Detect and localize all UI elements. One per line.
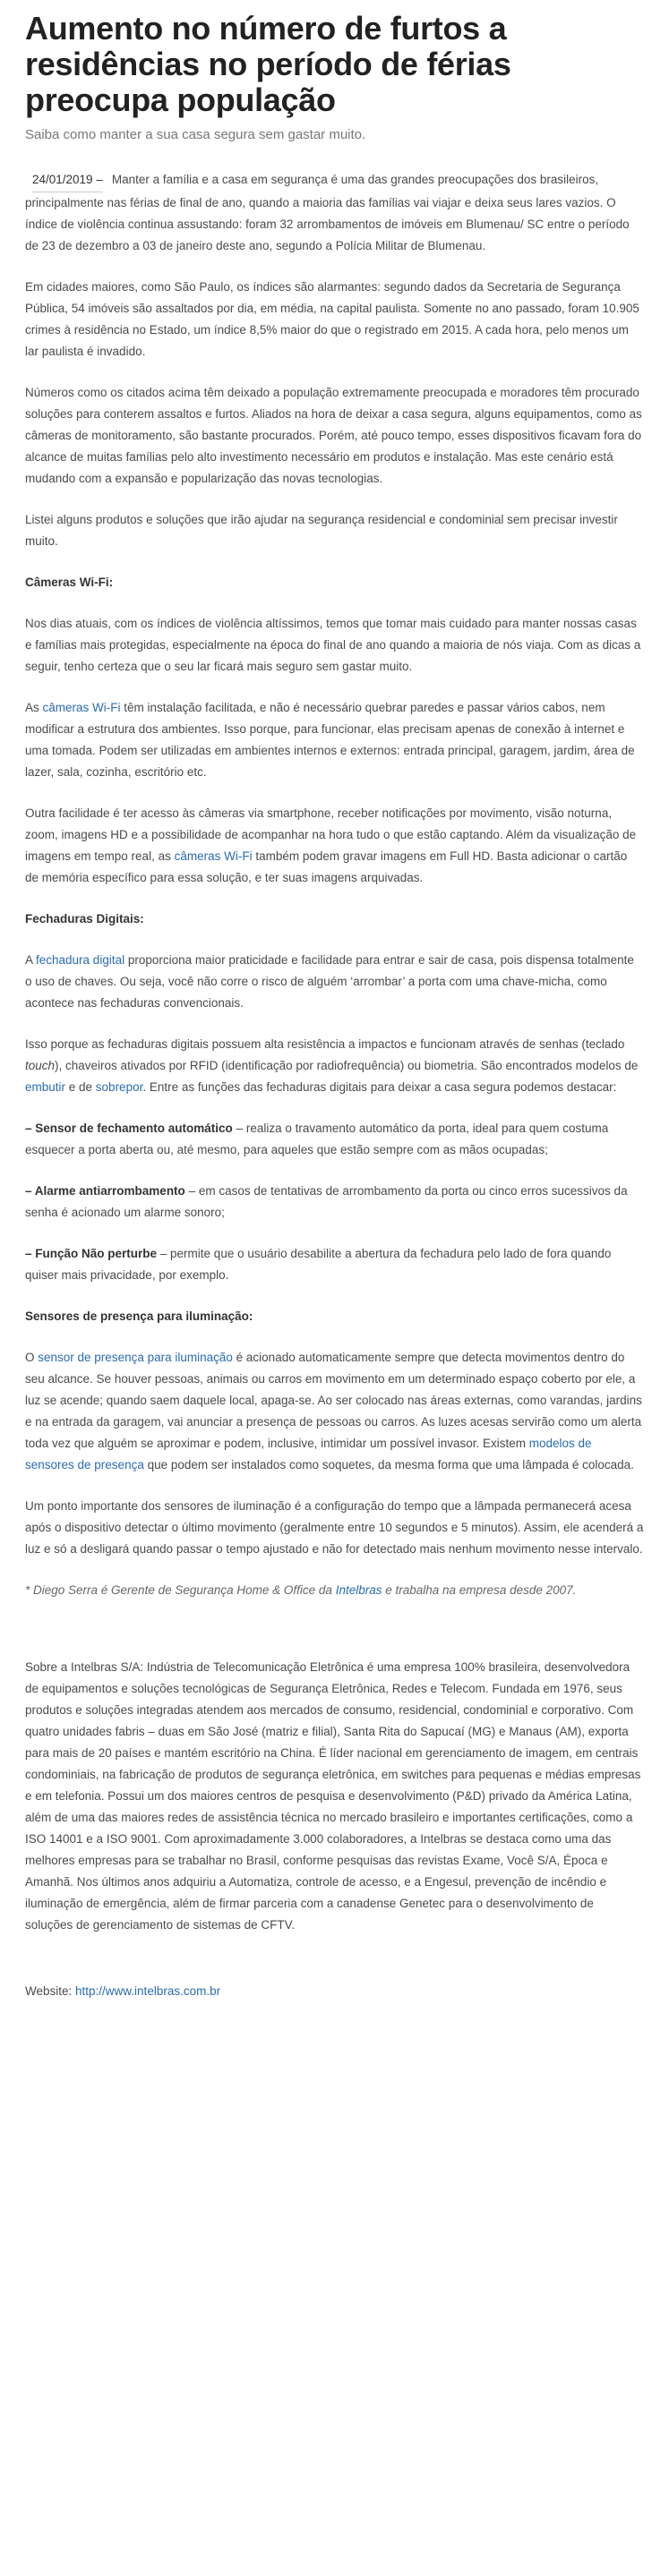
paragraph-sensores-2: Um ponto importante dos sensores de iluminação é a configuração do tempo que a lâmpada permanecerá acesa após o dispositivo detectar o último movimento (geralmente entre 10 segundos e 5 minutos). Assim, ele acenderá a luz e só a desligará quando passar o tempo ajustado e não for detectado mais nenhum movimento nesse intervalo. — [25, 1499, 644, 1556]
bullet-title: – Sensor de fechamento automático — [25, 1122, 233, 1135]
link-intelbras[interactable]: Intelbras — [335, 1583, 382, 1597]
publish-date: 24/01/2019 – — [32, 169, 103, 192]
link-sobrepor[interactable]: sobrepor — [95, 1080, 143, 1094]
text-span: também podem gravar imagens em Full HD. Basta adicionar o cartão de memória específico para essa solução, e ter suas imagens arquivadas. — [25, 849, 628, 884]
bullet-text: – permite que o usuário desabilite a abertura da fechadura pelo lado de fora quando quiser mais privacidade, por exemplo. — [25, 1247, 612, 1282]
link-embutir[interactable]: embutir — [25, 1080, 66, 1094]
section-heading-sensores: Sensores de presença para iluminação: — [25, 1309, 253, 1323]
text-span: proporciona maior praticidade e facilidade para entrar e sair de casa, pois dispensa totalmente o uso de chaves. Ou seja, você não corre o risco de alguém ‘arrombar’ a porta com uma chave-micha, como acontece nas fechaduras convencionais. — [25, 953, 634, 1010]
paragraph-numbers: Números como os citados acima têm deixado a população extremamente preocupada e moradores têm procurado soluções para conterem assaltos e furtos. Aliados na hora de deixar a casa segura, alguns equipamentos, como as câmeras de monitoramento, são bastante procurados. Porém, até pouco tempo, esses dispositivos ficavam fora do alcance de muitas famílias pelo alto investimento necessário em produtos e instalação. Mas este cenário está mudando com a expansão e popularização das novas tecnologias. — [25, 386, 642, 485]
link-fechadura-digital[interactable]: fechadura digital — [36, 953, 125, 967]
paragraph-cameras-1: Nos dias atuais, com os índices de violência altíssimos, temos que tomar mais cuidado para manter nossas casas e famílias mais protegidas, especialmente na época do final de ano quando a maioria de nós viaja. Com as dicas a seguir, tenho certeza que o seu lar ficará mais seguro sem gastar muito. — [25, 617, 641, 673]
text-span: * Diego Serra é Gerente de Segurança Home & Office da — [25, 1583, 336, 1597]
text-emphasis: touch — [25, 1059, 56, 1072]
link-cameras-wifi-2[interactable]: câmeras Wi-Fi — [174, 849, 253, 863]
bullet-title: – Função Não perturbe — [25, 1247, 158, 1260]
bullet-sensor-fechamento — [25, 1118, 644, 1161]
paragraph-sensores-1 — [25, 1347, 644, 1476]
paragraph-cameras-3 — [25, 803, 644, 889]
link-cameras-wifi[interactable]: câmeras Wi-Fi — [42, 701, 121, 714]
paragraph-fechaduras-2 — [25, 1034, 644, 1098]
website-label: Website: — [25, 1984, 76, 1998]
paragraph-about-intelbras: Sobre a Intelbras S/A: Indústria de Telecomunicação Eletrônica é uma empresa 100% brasileira, desenvolvedora de equipamentos e soluções tecnológicas de Segurança Eletrônica, Redes e Telecom. Fundada em 1976, seus produtos e soluções integradas atendem aos mercados de consumo, residencial, condominial e corporativo. Com quatro unidades fabris – duas em São José (matriz e filial), Santa Rita do Sapucaí (MG) e Manaus (AM), exporta para mais de 20 países e mantém escritório na China. É líder nacional em gerenciamento de imagem, em centrais condominiais, na fabricação de produtos de segurança eletrônica, em switches para pequenas e médias empresas e em telefonia. Possui um dos maiores centros de pesquisa e desenvolvimento (P&D) privado da América Latina, além de uma das maiores redes de assistência técnica no mercado brasileiro e importantes certificações, como a ISO 14001 e a ISO 9001. Com aproximadamente 3.000 colaboradores, a Intelbras se destaca como uma das melhores empresas para se trabalhar no Brasil, conforme pesquisas das revistas Exame, Você S/A, Época e Amanhã. Nos últimos anos adquiriu a Automatiza, controle de acesso, e a Engesul, prevenção de incêndio e iluminação de emergência, além de firmar parceria com a canadense Genetec para o desenvolvimento de soluções de gerenciamento de sistemas de CFTV. — [25, 1660, 641, 1932]
text-span: O — [25, 1351, 39, 1364]
spacer — [25, 1621, 644, 1657]
text-span: As — [25, 701, 43, 714]
article-subtitle: Saiba como manter a sua casa segura sem gastar muito. — [25, 127, 366, 142]
text-span: ), chaveiros ativados por RFID (identificação por radiofrequência) ou biometria. São encontrados modelos de — [55, 1059, 639, 1072]
spacer — [25, 1956, 644, 1981]
section-heading-cameras: Câmeras Wi-Fi: — [25, 576, 114, 589]
paragraph-list-intro: Listei alguns produtos e soluções que irão ajudar na segurança residencial e condominial sem precisar investir muito. — [25, 513, 618, 548]
bullet-text: – realiza o travamento automático da porta, ideal para quem costuma esquecer a porta aberta ou, até mesmo, para aqueles que estão sempre com as mãos ocupadas; — [25, 1122, 609, 1156]
text-span: e de — [65, 1080, 96, 1094]
bullet-title: – Alarme antiarrombamento — [25, 1184, 185, 1198]
bullet-text: – em casos de tentativas de arrombamento da porta ou cinco erros sucessivos da senha é acionado um alarme sonoro; — [25, 1184, 628, 1219]
text-span: . Entre as funções das fechaduras digitais para deixar a casa segura podemos destacar: — [142, 1080, 617, 1094]
paragraph-sao-paulo: Em cidades maiores, como São Paulo, os índices são alarmantes: segundo dados da Secretaria de Segurança Pública, 54 imóveis são assaltados por dia, em média, na capital paulista. Somente no ano passado, foram 10.905 crimes à residência no Estado, um índice 8,5% maior do que o registrado em 2015. A cada hora, pelo menos um lar paulista é invadido. — [25, 280, 639, 358]
paragraph-intro-text: Manter a família e a casa em segurança é uma das grandes preocupações dos brasileiros, principalmente nas férias de final de ano, quando a maioria das famílias vai viajar e deixa seus lares vazios. O índice de violência continua assustando: foram 32 arrombamentos de imóveis em Blumenau/ SC entre o período de 23 de dezembro a 03 de janeiro deste ano, segundo a Polícia Militar de Blumenau. — [25, 173, 630, 252]
text-span: é acionado automaticamente sempre que detecta movimentos dentro do seu alcance. Se houver pessoas, animais ou carros em movimento em um determinado espaço coberto por ele, a luz se acende; quando saem daquele local, apaga-se. Ao ser colocado nas áreas externas, como varandas, jardins e na entrada da garagem, vai anunciar a presença de pessoas ou carros. As luzes acesas servirão como um alerta toda vez que alguém se aproximar e podem, inclusive, intimidar um possível invasor. Existem — [25, 1351, 642, 1450]
paragraph-intro — [25, 169, 644, 257]
text-span: Outra facilidade é ter acesso às câmeras via smartphone, receber notificações por movimento, visão noturna, zoom, imagens HD e a possibilidade de acompanhar na hora tudo o que estão captando. Além da visualização de imagens em tempo real, as — [25, 806, 637, 863]
text-span: que podem ser instalados como soquetes, da mesma forma que uma lâmpada é colocada. — [143, 1458, 634, 1471]
article-title: Aumento no número de furtos a residências no período de férias preocupa população — [25, 10, 511, 118]
link-modelos-sensores[interactable]: modelos de sensores de presença — [25, 1437, 592, 1471]
website-line — [25, 1981, 644, 2002]
text-span: têm instalação facilitada, e não é necessário quebrar paredes e passar vários cabos, nem modificar a estrutura dos ambientes. Isso porque, para funcionar, elas precisam apenas de conexão à internet e uma tomada. Podem ser utilizadas em ambientes internos e externos: entrada principal, garagem, jardim, área de lazer, sala, cozinha, escritório etc. — [25, 701, 635, 779]
text-span: Isso porque as fechaduras digitais possuem alta resistência a impactos e funcionam através de senhas (teclado — [25, 1037, 625, 1051]
paragraph-fechaduras-1 — [25, 950, 644, 1014]
text-span: A — [25, 953, 37, 967]
author-note — [25, 1580, 644, 1601]
paragraph-cameras-2 — [25, 697, 644, 783]
section-heading-fechaduras: Fechaduras Digitais: — [25, 912, 144, 925]
bullet-alarme — [25, 1181, 644, 1224]
text-span: e trabalha na empresa desde 2007. — [382, 1583, 577, 1597]
link-website[interactable]: http://www.intelbras.com.br — [75, 1984, 221, 1998]
link-sensor-presenca[interactable]: sensor de presença para iluminação — [38, 1351, 233, 1364]
bullet-nao-perturbe — [25, 1243, 644, 1286]
